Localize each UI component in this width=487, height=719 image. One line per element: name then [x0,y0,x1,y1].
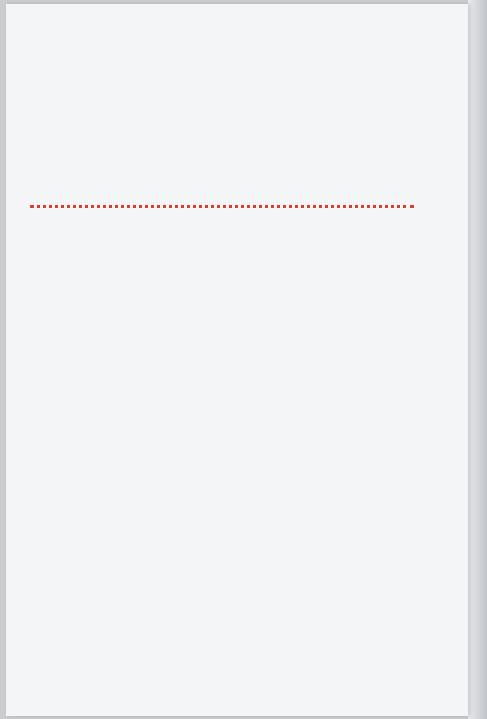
book-spine [468,0,487,719]
section-title [36,136,442,180]
header [6,40,468,59]
leader-dots [30,205,414,208]
book-page [6,4,468,716]
table-of-contents [36,130,442,240]
toc-entry-last[interactable] [36,208,442,240]
